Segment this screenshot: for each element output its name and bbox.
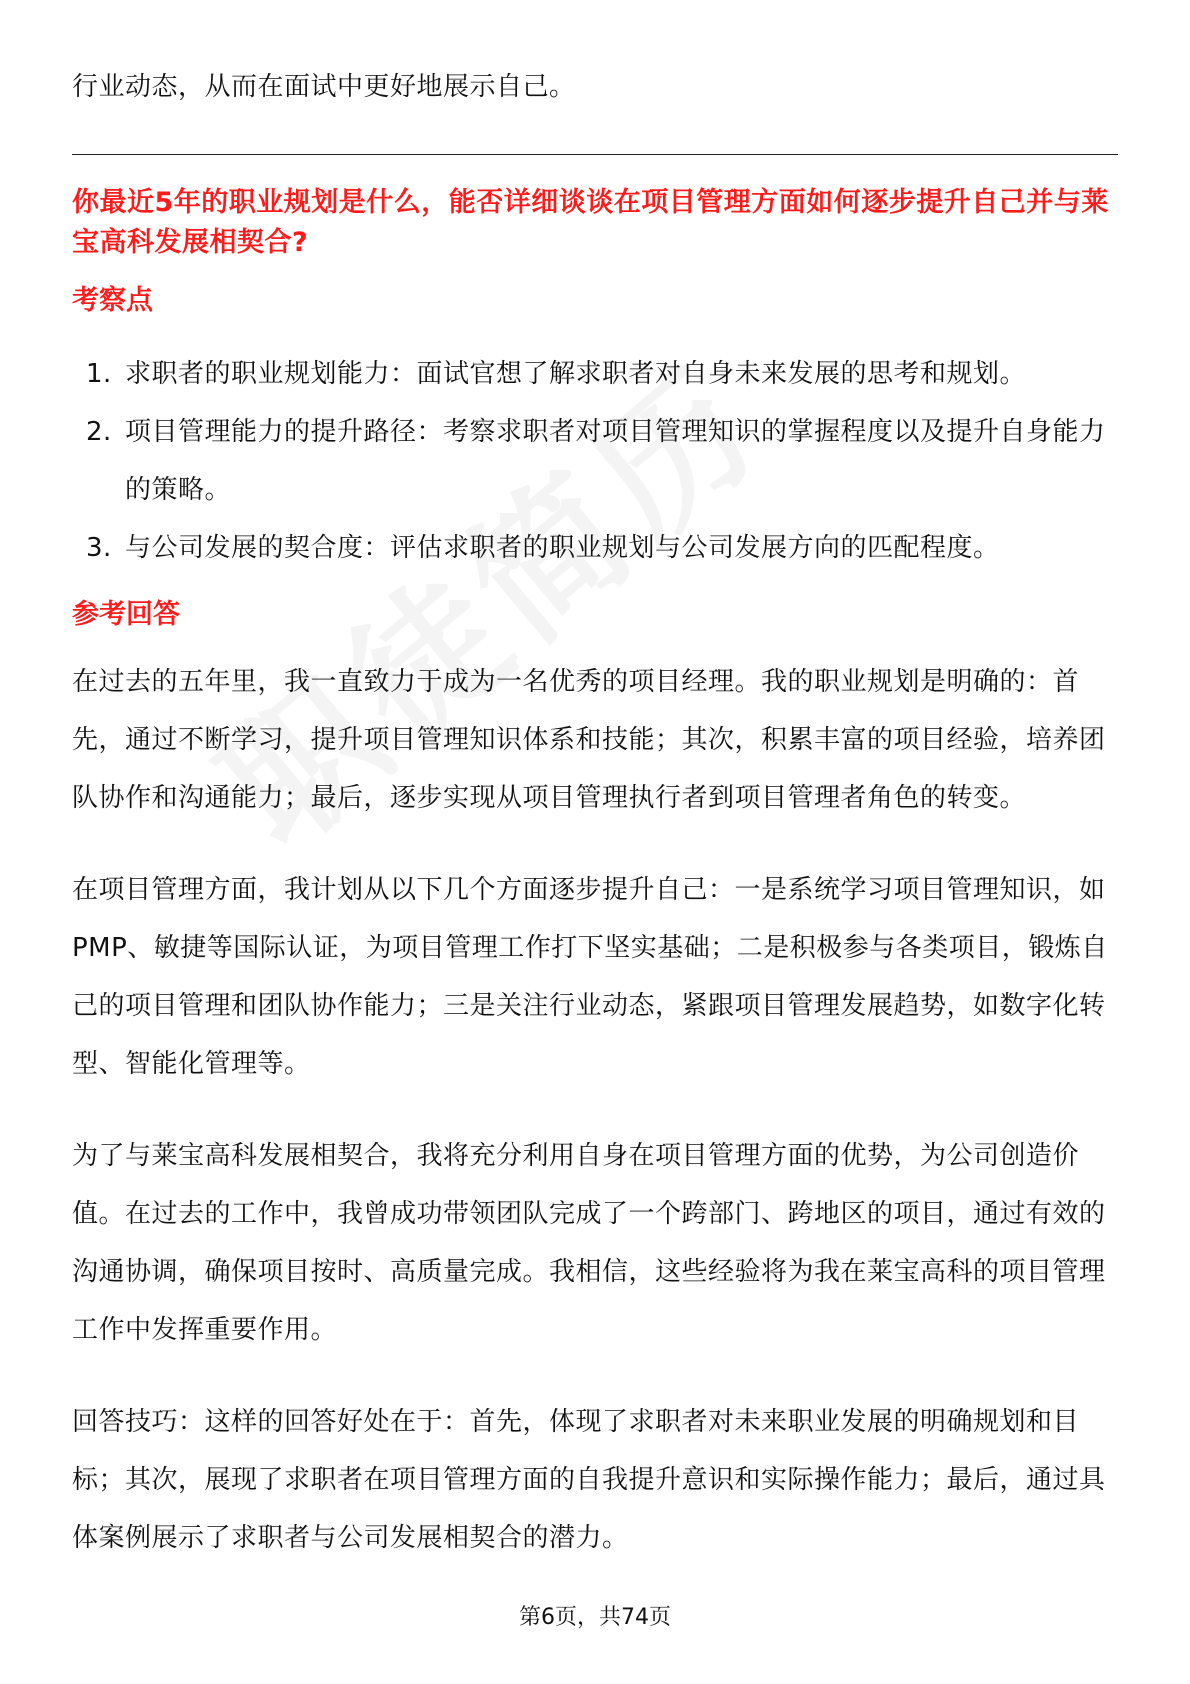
list-item-number: 2. [86,417,112,447]
list-item-text: 求职者的职业规划能力：面试官想了解求职者对自身未来发展的思考和规划。 [125,359,1027,389]
page-number: 第6页，共74页 [519,1605,671,1630]
list-item [72,519,1118,577]
list-item-number: 3. [86,533,112,563]
answer-paragraph: 为了与莱宝高科发展相契合，我将充分利用自身在项目管理方面的优势，为公司创造价值。在过去的工作中，我曾成功带领团队完成了一个跨部门、跨地区的项目，通过有效的沟通协调，确保项目按时、高质量完成。我相信，这些经验将为我在莱宝高科的项目管理工作中发挥重要作用。 [72,1141,1106,1345]
focus-list [72,345,1118,577]
list-item-text: 项目管理能力的提升路径：考察求职者对项目管理知识的掌握程度以及提升自身能力的策略。 [125,417,1106,505]
question-title: 你最近5年的职业规划是什么，能否详细谈谈在项目管理方面如何逐步提升自己并与莱宝高科发展相契合? [72,187,1109,258]
list-item-number: 1. [86,359,112,389]
answer-heading: 参考回答 [72,599,180,630]
page-content [72,58,1118,1567]
list-item [72,403,1118,519]
answer-paragraph: 在项目管理方面，我计划从以下几个方面逐步提升自己：一是系统学习项目管理知识，如PMP、敏捷等国际认证，为项目管理工作打下坚实基础；二是积极参与各类项目，锻炼自己的项目管理和团队协作能力；三是关注行业动态，紧跟项目管理发展趋势，如数字化转型、智能化管理等。 [72,875,1108,1079]
list-item [72,345,1118,403]
section-divider [72,154,1118,155]
intro-line: 行业动态，从而在面试中更好地展示自己。 [72,72,576,102]
list-item-text: 与公司发展的契合度：评估求职者的职业规划与公司发展方向的匹配程度。 [125,533,1000,563]
focus-heading: 考察点 [72,285,153,316]
answer-tips-paragraph: 回答技巧：这样的回答好处在于：首先，体现了求职者对未来职业发展的明确规划和目标；其次，展现了求职者在项目管理方面的自我提升意识和实际操作能力；最后，通过具体案例展示了求职者与公司发展相契合的潜力。 [72,1407,1106,1553]
answer-paragraph: 在过去的五年里，我一直致力于成为一名优秀的项目经理。我的职业规划是明确的：首先，通过不断学习，提升项目管理知识体系和技能；其次，积累丰富的项目经验，培养团队协作和沟通能力；最后，逐步实现从项目管理执行者到项目管理者角色的转变。 [72,667,1106,813]
